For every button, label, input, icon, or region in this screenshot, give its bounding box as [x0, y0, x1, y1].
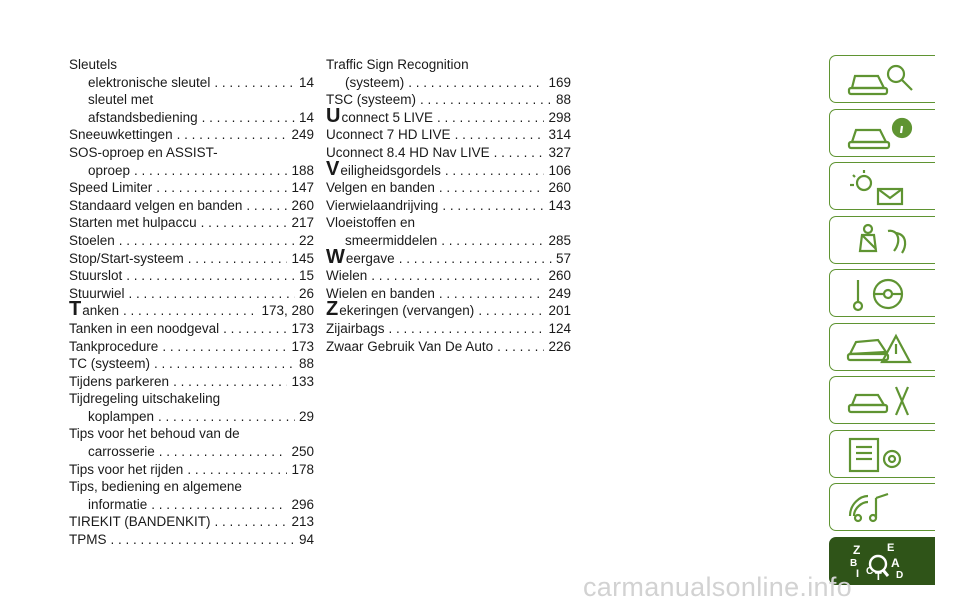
- letter-initial: V: [326, 157, 340, 180]
- index-line: [69, 496, 314, 514]
- watermark: carmanualsonline.info: [583, 572, 852, 602]
- dot-leader: [439, 285, 545, 303]
- index-entry: [326, 179, 571, 197]
- dot-leader: [371, 267, 544, 285]
- index-entry: [69, 425, 314, 443]
- index-entry: [69, 298, 314, 321]
- tab-getting-to-know-car[interactable]: [829, 55, 935, 103]
- index-line: [326, 320, 571, 338]
- index-term: Standaard velgen en banden: [69, 197, 243, 213]
- index-line: [326, 298, 571, 321]
- index-line: [326, 91, 571, 109]
- index-entry: [69, 126, 314, 144]
- page-number[interactable]: 201: [548, 303, 571, 319]
- index-line: [69, 179, 314, 197]
- index-term: smeermiddelen: [345, 232, 438, 248]
- index-entry: [326, 245, 571, 268]
- index-entry: [69, 496, 314, 514]
- page-number[interactable]: 88: [555, 92, 571, 108]
- dot-leader: [408, 74, 544, 92]
- index-term: Stuurwiel: [69, 285, 125, 301]
- page-number[interactable]: 133: [291, 373, 314, 389]
- page-number[interactable]: 213: [291, 514, 314, 530]
- index-line: [69, 390, 314, 408]
- index-line: [69, 513, 314, 531]
- page-number[interactable]: 173, 280: [261, 303, 314, 319]
- page-number[interactable]: 145: [291, 250, 314, 266]
- tab-starting-driving[interactable]: [829, 269, 935, 317]
- index-line: [69, 144, 314, 162]
- svg-text:A: A: [891, 555, 900, 570]
- svg-text:C: C: [866, 565, 874, 577]
- index-term: Starten met hulpaccu: [69, 215, 197, 231]
- index-term: Tips voor het behoud van de: [69, 426, 240, 442]
- dot-leader: [215, 513, 288, 531]
- index-line: [326, 144, 571, 162]
- index-term: TIREKIT (BANDENKIT): [69, 514, 211, 530]
- index-line: [69, 162, 314, 180]
- index-entry: [326, 104, 571, 127]
- dot-leader: [455, 126, 545, 144]
- index-entry: [326, 320, 571, 338]
- index-entry: [69, 232, 314, 250]
- index-term: Zekeringen (vervangen): [326, 298, 475, 321]
- index-term: Uconnect 7 HD LIVE: [326, 127, 451, 143]
- index-term: Zwaar Gebruik Van De Auto: [326, 338, 494, 354]
- index-term: Tips, bediening en algemene: [69, 479, 242, 495]
- dot-leader: [439, 179, 545, 197]
- page-number[interactable]: 298: [548, 109, 571, 125]
- index-line: [69, 425, 314, 443]
- index-line: [69, 373, 314, 391]
- dot-leader: [389, 320, 545, 338]
- page-number[interactable]: 226: [548, 338, 571, 354]
- index-line: [69, 109, 314, 127]
- dot-leader: [156, 179, 287, 197]
- index-line: [69, 443, 314, 461]
- page-number[interactable]: 260: [291, 197, 314, 213]
- index-line: [326, 74, 571, 92]
- page-number[interactable]: 14: [298, 74, 314, 90]
- index-term: afstandsbediening: [88, 109, 198, 125]
- index-entry: [69, 513, 314, 531]
- index-entry: [326, 126, 571, 144]
- page-number[interactable]: 314: [548, 127, 571, 143]
- index-line: [326, 157, 571, 180]
- index-term: Speed Limiter: [69, 180, 153, 196]
- dot-leader: [111, 531, 295, 549]
- dot-leader: [154, 355, 295, 373]
- tab-multimedia[interactable]: [829, 483, 935, 531]
- index-entry: [69, 267, 314, 285]
- index-line: [69, 478, 314, 496]
- index-entry: [326, 197, 571, 215]
- page-number[interactable]: 173: [291, 320, 314, 336]
- index-term: TPMS: [69, 532, 107, 548]
- page-number[interactable]: 260: [548, 268, 571, 284]
- index-term: Traffic Sign Recognition: [326, 57, 469, 72]
- index-line: [326, 56, 571, 74]
- index-term: Weergave: [326, 245, 395, 268]
- index-entry: [69, 531, 314, 549]
- page-number[interactable]: 15: [298, 268, 314, 284]
- index-term: Vloeistoffen en: [326, 215, 416, 231]
- dot-leader: [158, 408, 295, 426]
- dot-leader: [119, 232, 295, 250]
- dot-leader: [399, 250, 552, 268]
- index-entry: [69, 408, 314, 426]
- index-line: [69, 91, 314, 109]
- index-term: Veiligheidsgordels: [326, 157, 441, 180]
- index-term: Vierwielaandrijving: [326, 197, 439, 213]
- index-entry: [69, 179, 314, 197]
- svg-text:Z: Z: [853, 542, 861, 557]
- page-number[interactable]: 249: [291, 127, 314, 143]
- page-number[interactable]: 250: [291, 444, 314, 460]
- dot-leader: [478, 302, 544, 320]
- index-entry: [69, 478, 314, 496]
- index-term: TSC (systeem): [326, 92, 417, 108]
- index-term: Wielen en banden: [326, 285, 435, 301]
- letter-initial: T: [69, 298, 82, 321]
- index-line: [69, 56, 314, 74]
- index-term: Sneeuwkettingen: [69, 127, 173, 143]
- index-line: [326, 197, 571, 215]
- letter-initial: U: [326, 104, 341, 127]
- index-term: koplampen: [88, 408, 155, 424]
- index-entry: [69, 320, 314, 338]
- dot-leader: [151, 496, 287, 514]
- dot-leader: [187, 461, 287, 479]
- page-number[interactable]: 188: [291, 162, 314, 178]
- page-number[interactable]: 143: [548, 197, 571, 213]
- dot-leader: [129, 285, 295, 303]
- index-line: [326, 232, 571, 250]
- dot-leader: [134, 162, 287, 180]
- page-number[interactable]: 249: [548, 285, 571, 301]
- index-entry: [69, 373, 314, 391]
- index-term: Stop/Start-systeem: [69, 250, 184, 266]
- index-line: [69, 232, 314, 250]
- dot-leader: [497, 338, 544, 356]
- page-number[interactable]: 106: [548, 162, 571, 178]
- page-number[interactable]: 29: [298, 408, 314, 424]
- tab-dashboard[interactable]: [829, 109, 935, 157]
- dot-leader: [126, 267, 295, 285]
- index-line: [69, 126, 314, 144]
- index-line: [69, 197, 314, 215]
- index-term: Tijdens parkeren: [69, 373, 170, 389]
- index-entry: [326, 298, 571, 321]
- dot-leader: [442, 197, 544, 215]
- index-line: [326, 104, 571, 127]
- tab-servicing[interactable]: [829, 376, 935, 424]
- tab-technical-data[interactable]: [829, 430, 935, 478]
- index-entry: [326, 74, 571, 92]
- tab-emergency[interactable]: [829, 323, 935, 371]
- index-line: [69, 320, 314, 338]
- dot-leader: [246, 197, 287, 215]
- page-number[interactable]: 88: [298, 356, 314, 372]
- page-number[interactable]: 57: [555, 250, 571, 266]
- chapter-tabs: [829, 55, 936, 590]
- svg-text:E: E: [887, 541, 895, 554]
- index-term: Tanken in een noodgeval: [69, 320, 220, 336]
- index-term: informatie: [88, 496, 148, 512]
- svg-text:B: B: [850, 557, 858, 569]
- svg-text:T: T: [875, 570, 882, 582]
- index-term: Stoelen: [69, 232, 115, 248]
- index-entry: [69, 214, 314, 232]
- page-number[interactable]: 147: [291, 180, 314, 196]
- index-entry: [326, 338, 571, 356]
- index-entry: [69, 91, 314, 109]
- index-column-left: [69, 56, 314, 549]
- index-line: [69, 74, 314, 92]
- index-term: Uconnect 5 LIVE: [326, 104, 434, 127]
- index-entry: [326, 214, 571, 232]
- dot-leader: [445, 162, 545, 180]
- index-entry: [326, 285, 571, 303]
- page-number[interactable]: 178: [291, 461, 314, 477]
- index-line: [326, 245, 571, 268]
- index-line: [326, 126, 571, 144]
- index-line: [326, 179, 571, 197]
- svg-text:D: D: [896, 569, 904, 581]
- index-line: [69, 214, 314, 232]
- index-line: [69, 267, 314, 285]
- index-term: Tips voor het rijden: [69, 461, 184, 477]
- index-entry: [69, 144, 314, 162]
- index-line: [326, 214, 571, 232]
- dot-leader: [441, 232, 544, 250]
- dot-leader: [202, 109, 295, 127]
- index-entry: [69, 390, 314, 408]
- dot-leader: [162, 338, 287, 356]
- index-term: oproep: [88, 162, 131, 178]
- index-line: [69, 338, 314, 356]
- dot-leader: [123, 302, 257, 320]
- index-entry: [69, 109, 314, 127]
- index-entry: [326, 157, 571, 180]
- page-number[interactable]: 327: [548, 144, 571, 160]
- index-line: [69, 355, 314, 373]
- page-number[interactable]: 124: [548, 320, 571, 336]
- page-number[interactable]: 285: [548, 232, 571, 248]
- page-number[interactable]: 14: [298, 109, 314, 125]
- index-entry: [326, 267, 571, 285]
- dot-leader: [177, 126, 288, 144]
- index-line: [69, 298, 314, 321]
- letter-initial: Z: [326, 298, 339, 321]
- index-term: SOS-oproep en ASSIST-: [69, 144, 218, 160]
- index-entry: [326, 232, 571, 250]
- page-number[interactable]: 26: [298, 285, 314, 301]
- index-entry: [69, 162, 314, 180]
- index-line: [69, 250, 314, 268]
- index-entry: [69, 197, 314, 215]
- index-term: elektronische sleutel: [88, 74, 211, 90]
- dot-leader: [159, 443, 288, 461]
- page-number[interactable]: 22: [298, 232, 314, 248]
- tab-safety[interactable]: [829, 216, 935, 264]
- index-term: Tankprocedure: [69, 338, 159, 354]
- index-line: [326, 285, 571, 303]
- index-entry: [69, 338, 314, 356]
- index-term: (systeem): [345, 74, 405, 90]
- dot-leader: [437, 109, 544, 127]
- dot-leader: [173, 373, 287, 391]
- index-entry: [69, 56, 314, 74]
- index-entry: [326, 56, 571, 74]
- page-number[interactable]: 94: [298, 532, 314, 548]
- dot-leader: [223, 320, 287, 338]
- page-number[interactable]: 296: [291, 496, 314, 512]
- dot-leader: [420, 91, 552, 109]
- letter-initial: W: [326, 245, 345, 268]
- dot-leader: [494, 144, 545, 162]
- index-term: Zijairbags: [326, 320, 385, 336]
- index-term: Uconnect 8.4 HD Nav LIVE: [326, 144, 490, 160]
- dot-leader: [188, 250, 288, 268]
- index-entry: [69, 443, 314, 461]
- dot-leader: [201, 214, 288, 232]
- index-line: [69, 408, 314, 426]
- index-entry: [69, 461, 314, 479]
- index-column-right: [326, 56, 571, 355]
- index-term: Wielen: [326, 268, 368, 284]
- index-term: carrosserie: [88, 444, 155, 460]
- tab-warning-lights[interactable]: [829, 162, 935, 210]
- index-entry: [326, 91, 571, 109]
- index-term: Stuurslot: [69, 268, 123, 284]
- index-term: Velgen en banden: [326, 180, 435, 196]
- index-line: [326, 267, 571, 285]
- index-term: Sleutels: [69, 57, 118, 72]
- index-term: sleutel met: [88, 92, 154, 108]
- page-number[interactable]: 173: [291, 338, 314, 354]
- page-number[interactable]: 169: [548, 74, 571, 90]
- page-number[interactable]: 217: [291, 215, 314, 231]
- index-entry: [69, 250, 314, 268]
- index-entry: [326, 144, 571, 162]
- index-line: [326, 338, 571, 356]
- dot-leader: [214, 74, 295, 92]
- svg-text:I: I: [856, 567, 860, 580]
- page-number[interactable]: 260: [548, 180, 571, 196]
- index-entry: [69, 355, 314, 373]
- index-term: Tijdregeling uitschakeling: [69, 391, 221, 407]
- index-term: Tanken: [69, 298, 120, 321]
- index-entry: [69, 74, 314, 92]
- index-entry: [69, 285, 314, 303]
- index-term: TC (systeem): [69, 356, 150, 372]
- index-line: [69, 461, 314, 479]
- index-line: [69, 285, 314, 303]
- index-line: [69, 531, 314, 549]
